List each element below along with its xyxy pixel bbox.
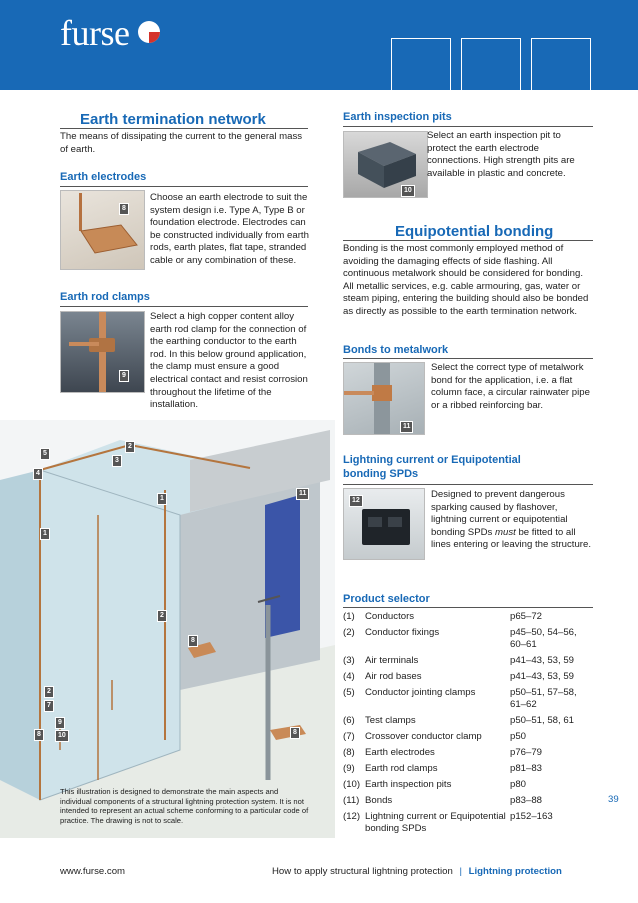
callout-badge: 2	[125, 441, 135, 453]
row-pages: p65–72	[510, 611, 543, 622]
table-row	[343, 731, 593, 743]
inspection-pit-photo	[343, 131, 428, 198]
spd-text-a: Designed to prevent dangerous sparking caused by flashover, lightning current or equipotential bonding SPDs	[431, 489, 568, 538]
row-pages: p41–43, 53, 59	[510, 655, 575, 666]
earth-rod-clamp-photo	[60, 311, 145, 393]
row-product: Test clamps	[365, 715, 416, 726]
spd-text	[431, 489, 591, 552]
footer-section: Lightning protection	[468, 866, 562, 877]
callout-badge: 2	[44, 686, 54, 698]
table-row	[343, 655, 593, 667]
table-row	[343, 811, 593, 835]
row-product: Air rod bases	[365, 671, 422, 682]
callout-badge: 1	[40, 528, 50, 540]
divider	[60, 186, 308, 187]
header-box	[391, 38, 451, 91]
row-product: Bonds	[365, 795, 393, 806]
product-selector-table	[343, 611, 593, 839]
row-pages: p50–51, 58, 61	[510, 715, 575, 726]
intro-text: The means of dissipating the current to the general mass of earth.	[60, 131, 303, 155]
row-product: Earth electrodes	[365, 747, 435, 758]
table-row	[343, 671, 593, 683]
table-row	[343, 763, 593, 775]
earth-plate-icon	[61, 191, 144, 269]
callout-badge: 5	[40, 448, 50, 460]
heading-earth-electrodes: Earth electrodes	[60, 171, 147, 183]
row-pages: p76–79	[510, 747, 543, 758]
heading-earth-rod-clamps: Earth rod clamps	[60, 291, 150, 303]
row-product: Air terminals	[365, 655, 419, 666]
callout-badge: 12	[349, 495, 363, 507]
footer-url[interactable]: www.furse.com	[60, 866, 126, 877]
row-number: (9)	[343, 763, 355, 774]
pits-text: Select an earth inspection pit to protect the earth electrode connections. High strength pits are available in plastic and concrete.	[427, 130, 575, 179]
callout-badge: 1	[157, 493, 167, 505]
header-box	[531, 38, 591, 91]
row-pages: p41–43, 53, 59	[510, 671, 575, 682]
logo-mark-icon	[138, 21, 160, 43]
table-row	[343, 687, 593, 711]
spd-text-emphasis: must	[495, 526, 516, 538]
row-pages: p80	[510, 779, 527, 790]
callout-badge: 8	[119, 203, 129, 215]
footer-separator: |	[459, 866, 462, 877]
rod-clamp-icon	[61, 312, 144, 392]
row-number: (12)	[343, 811, 361, 822]
callout-badge: 8	[34, 729, 44, 741]
row-product: Conductor fixings	[365, 627, 440, 638]
header-box	[461, 38, 521, 91]
clamps-text: Select a high copper content alloy earth rod clamp for the connection of the earthing conductor to the earth rod. In this below ground application, the clamp must ensure a good electrical contact and resist corrosion throughout the lifetime of the installation.	[150, 311, 308, 411]
heading-spd-line1: Lightning current or Equipotential	[343, 454, 521, 466]
earth-electrode-photo	[60, 190, 145, 270]
row-number: (6)	[343, 715, 355, 726]
spd-text-b: be fitted to all lines entering or leaving the structure.	[431, 526, 591, 551]
table-row	[343, 611, 593, 623]
heading-earth-inspection-pits: Earth inspection pits	[343, 111, 452, 123]
table-row	[343, 779, 593, 791]
page-number: 39	[608, 794, 619, 805]
divider	[343, 240, 593, 241]
section-title-equipotential-bonding: Equipotential bonding	[395, 223, 554, 240]
table-row	[343, 715, 593, 727]
metalwork-bond-photo	[343, 362, 425, 435]
brand-logo[interactable]: furse	[60, 13, 130, 53]
callout-badge: 4	[33, 468, 43, 480]
row-pages: p152–163	[510, 811, 553, 822]
callout-badge: 10	[401, 185, 415, 197]
table-row	[343, 795, 593, 807]
row-pages: p45–50, 54–56, 60–61	[510, 627, 577, 650]
row-pages: p83–88	[510, 795, 543, 806]
row-number: (2)	[343, 627, 355, 638]
bonding-text: Bonding is the most commonly employed method of avoiding the damaging effects of side flashing. All continuous metalwork should be considered for bonding. All metallic services, e.g. cable armouring, gas, water or steam piping, entering the building should also be bonded as directly as possible to the earth termination network.	[343, 243, 589, 317]
table-row	[343, 747, 593, 759]
callout-badge: 11	[296, 488, 309, 500]
row-product: Lightning current or Equipotential bonding SPDs	[365, 811, 506, 834]
row-product: Crossover conductor clamp	[365, 731, 482, 742]
heading-spd	[343, 453, 521, 481]
row-number: (7)	[343, 731, 355, 742]
divider	[343, 358, 593, 359]
spd-photo	[343, 488, 425, 560]
callout-badge: 9	[119, 370, 129, 382]
table-row	[343, 627, 593, 651]
row-pages: p81–83	[510, 763, 543, 774]
row-product: Earth inspection pits	[365, 779, 452, 790]
row-number: (8)	[343, 747, 355, 758]
heading-spd-line2: bonding SPDs	[343, 468, 419, 480]
divider	[343, 126, 593, 127]
row-number: (10)	[343, 779, 361, 790]
callout-badge: 8	[290, 727, 300, 739]
row-number: (11)	[343, 795, 360, 806]
metalwork-text: Select the correct type of metalwork bond for the application, i.e. a flat column face, a circular rainwater pipe or a ribbed reinforcing bar.	[431, 362, 590, 411]
footer-breadcrumb	[272, 866, 562, 877]
footer-crumb: How to apply structural lightning protection	[272, 866, 453, 877]
row-product: Conductor jointing clamps	[365, 687, 476, 698]
heading-bonds-to-metalwork: Bonds to metalwork	[343, 344, 449, 356]
row-number: (3)	[343, 655, 355, 666]
callout-badge: 9	[55, 717, 65, 729]
row-number: (1)	[343, 611, 355, 622]
callout-badge: 7	[44, 700, 54, 712]
divider	[60, 306, 308, 307]
divider	[343, 484, 593, 485]
section-title-earth-termination: Earth termination network	[80, 111, 266, 128]
callout-badge: 2	[157, 610, 167, 622]
header-band	[0, 0, 638, 90]
illustration-disclaimer: This illustration is designed to demonstrate the main aspects and individual components of a structural lightning protection system. It is not intended to represent an actual scheme conforming to a particular code of practice. The drawing is not to scale.	[60, 787, 309, 825]
row-pages: p50	[510, 731, 527, 742]
row-pages: p50–51, 57–58, 61–62	[510, 687, 577, 710]
divider	[60, 128, 308, 129]
row-number: (4)	[343, 671, 355, 682]
row-product: Conductors	[365, 611, 415, 622]
row-product: Earth rod clamps	[365, 763, 438, 774]
callout-badge: 8	[188, 635, 198, 647]
divider	[343, 607, 593, 608]
callout-badge: 3	[112, 455, 122, 467]
row-number: (5)	[343, 687, 355, 698]
lightning-protection-illustration	[0, 420, 335, 838]
callout-badge: 10	[55, 730, 69, 742]
heading-product-selector: Product selector	[343, 593, 430, 605]
building-illustration-icon	[0, 420, 335, 838]
electrodes-text: Choose an earth electrode to suit the system design i.e. Type A, Type B or foundation electrode. Electrodes can be constructed individually from earth rods, earth plates, flat tape, stranded cable or any combination of these.	[150, 192, 309, 266]
callout-badge: 11	[400, 421, 413, 433]
